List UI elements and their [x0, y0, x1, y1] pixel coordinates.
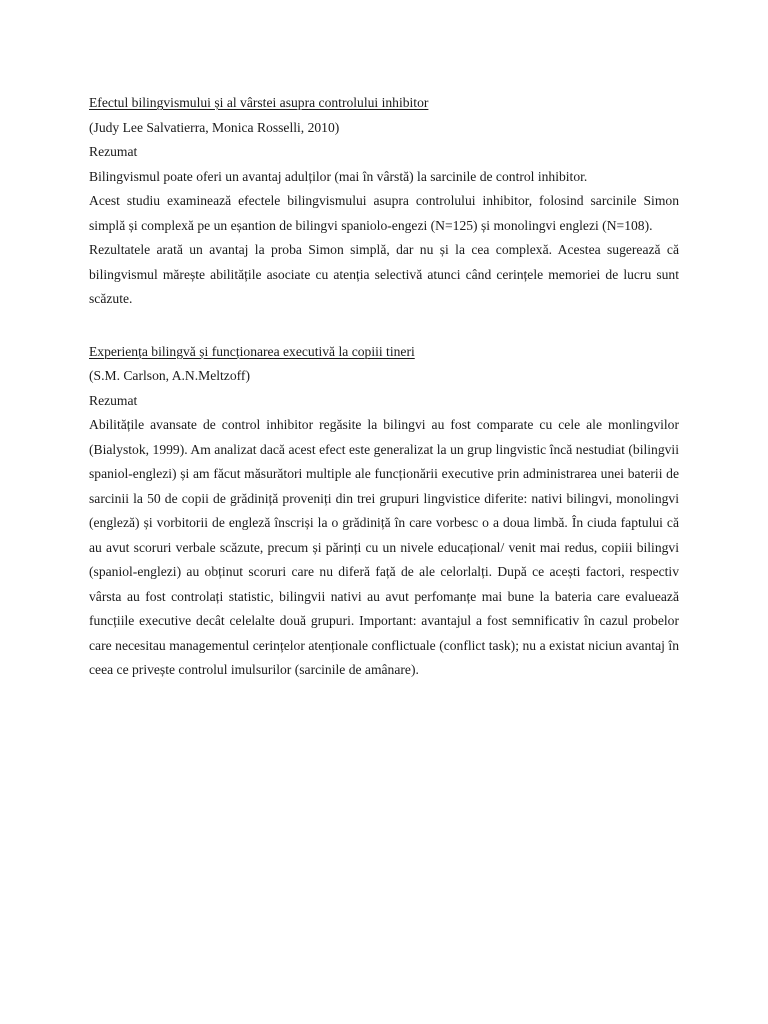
- article-1-authors: (Judy Lee Salvatierra, Monica Rosselli, 2010): [89, 119, 340, 135]
- article-1-paragraph-3: Rezultatele arată un avantaj la proba Simon simplă, dar nu și la cea complexă. Acestea sugerează că bilingvismul mărește abilitățile asociate cu atenția selectivă atunci când cerințele memoriei de lucru sunt scăzute.: [89, 242, 679, 306]
- article-1-abstract-heading: Rezumat: [89, 144, 138, 159]
- document-page: [89, 91, 679, 683]
- article-2: [89, 340, 679, 683]
- article-2-paragraph-1: Abilitățile avansate de control inhibitor regăsite la bilingvi au fost comparate cu cele ale monlingvilor (Bialystok, 1999). Am analizat dacă acest efect este generalizat la un grup lingvistic încă nestudiat (bilingvii spaniol-englezi) și am făcut măsurători multiple ale funcționării executive prin administrarea unei baterii de sarcinii la 50 de copii de grădiniță proveniți din trei grupuri lingvistice diferite: nativi bilingvi, monolingvi (engleză) și vorbitorii de engleză înscriși la o grădiniță în care vorbesc o a doua limbă. În ciuda faptului că au avut scoruri verbale scăzute, precum și părinți cu un nivele educațional/ venit mai redus, copiii bilingvi (spaniol-englezi) au obținut scoruri care nu diferă față de ale celorlalți. După ce acești factori, respectiv vârsta au fost controlați statistic, bilingvii nativi au avut perfomanțe mai bune la bateria care evaluează funcțiile executive decât celelalte două grupuri. Important: avantajul a fost semnificativ în cazul probelor care necesitau managementul cerințelor atenționale conflictuale (conflict task); nu a existat niciun avantaj în ceea ce privește controlul imulsurilor (sarcinile de amânare).: [89, 417, 679, 677]
- section-spacer: [89, 312, 679, 340]
- article-2-title: Experiența bilingvă și funcționarea executivă la copiii tineri: [89, 343, 415, 359]
- article-2-authors: (S.M. Carlson, A.N.Meltzoff): [89, 368, 250, 383]
- article-1-paragraph-1: Bilingvismul poate oferi un avantaj adulților (mai în vârstă) la sarcinile de control inhibitor.: [89, 168, 588, 184]
- article-1-title: Efectul bilingvismului și al vârstei asupra controlului inhibitor: [89, 95, 429, 110]
- article-1-paragraph-2: Acest studiu examinează efectele bilingvismului asupra controlului inhibitor, folosind sarcinile Simon simplă și complexă pe un eșantion de bilingvi spaniolo-engezi (N=125) și monolingvi englezi (N=108).: [89, 193, 679, 233]
- article-1: [89, 91, 679, 312]
- article-2-abstract-heading: Rezumat: [89, 392, 138, 408]
